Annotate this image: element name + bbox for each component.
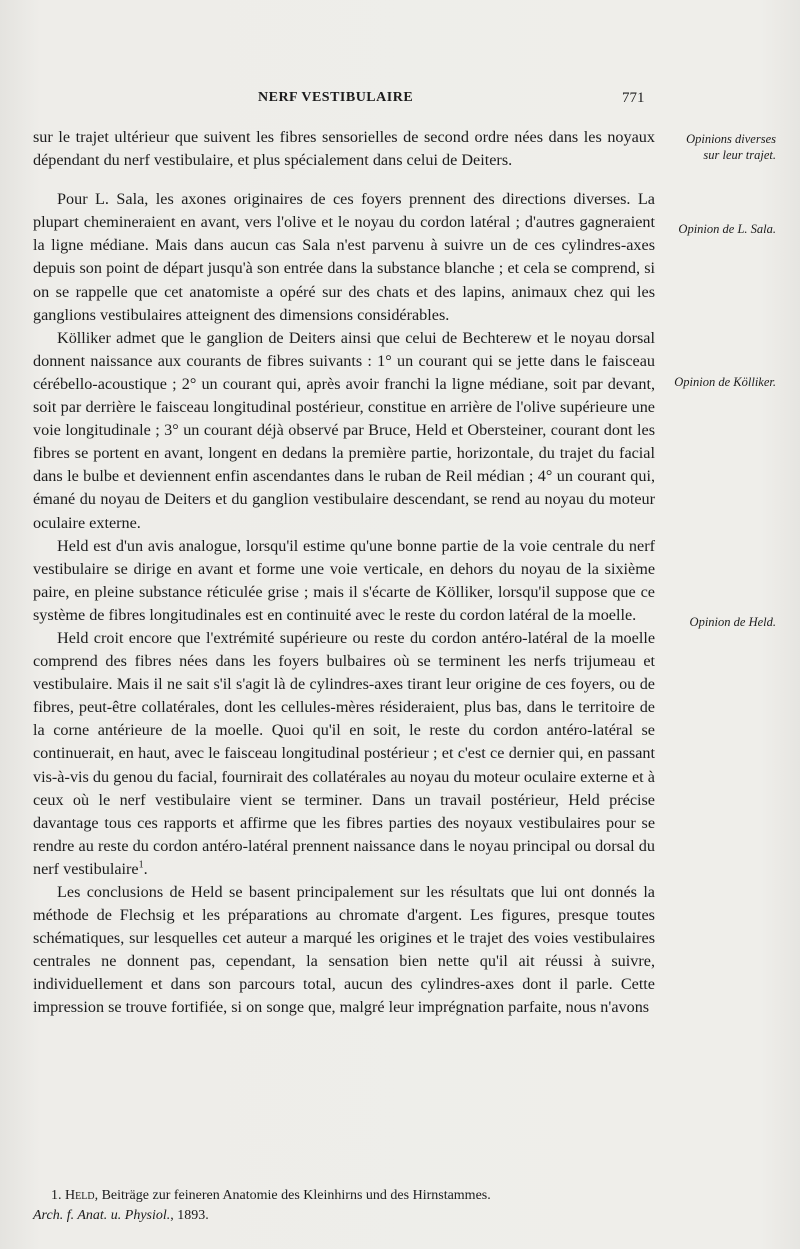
paragraph-held-continued-text: Held croit encore que l'extrémité supérieure ou reste du cordon antéro-latéral de la moelle comprend des fibres nées dans les foyers bulbaires où se terminent les nerfs trijumeau et vestibulaire. Mais il ne sait s'il s'agit là de cylindres-axes tirant leur origine de ces foyers, ou de fibres, peut-être collatérales, dont les cellules-mères résideraient, plus bas, dans le territoire de la corne antérieure de la moelle. Quoi qu'il en soit, le reste du cordon antéro-latéral se continuerait, en haut, avec le faisceau longitudinal postérieur ; et c'est ce dernier qui, en passant vis-à-vis du genou du facial, fournirait des collatérales au noyau du moteur oculaire externe et à ceux où le nerf vestibulaire vient se terminer. Dans un travail postérieur, Held précise davantage tous ces rapports et affirme que les fibres parties des noyaux vestibulaires pour se rendre au reste du cordon antéro-latéral prennent naissance dans le noyau principal ou dorsal du nerf vestibulaire (33, 628, 655, 878)
paragraph-held-continued-end: . (143, 859, 148, 878)
sidenote-opinions-diverses: Opinions diverses sur leur trajet. (686, 132, 776, 162)
footnote-title: , Beiträge zur feineren Anatomie des Kleinhirns und des Hirnstammes. (94, 1188, 491, 1203)
footnote-line (33, 1186, 655, 1206)
paragraph-held-continued (33, 627, 655, 881)
sidenote-opinion-kolliker: Opinion de Kölliker. (674, 375, 776, 389)
running-head (0, 90, 800, 110)
footnote-journal: Arch. f. Anat. u. Physiol. (33, 1208, 171, 1223)
footnote-year: , 1893. (170, 1208, 209, 1223)
sidenote-opinion-held: Opinion de Held. (689, 615, 776, 629)
footnote (33, 1186, 655, 1226)
paragraph-held: Held est d'un avis analogue, lorsqu'il estime qu'une bonne partie de la voie centrale du nerf vestibulaire se dirige en avant et forme une voie verticale, en dehors du noyau de la sixième paire, en pleine substance réticulée grise ; mais il s'écarte de Kölliker, lorsqu'il suppose que ce système de fibres longitudinales est en continuité avec le reste du cordon latéral de la moelle. (33, 536, 655, 624)
footnote-number: 1. (51, 1188, 62, 1203)
running-title: NERF VESTIBULAIRE (258, 90, 414, 105)
paragraph-kolliker: Kölliker admet que le ganglion de Deiters ainsi que celui de Bechterew et le noyau dorsal donnent naissance aux courants de fibres suivants : 1° un courant qui se jette dans le faisceau cérébello-acoustique ; 2° un courant qui, après avoir franchi la ligne médiane, soit par devant, soit par derrière le faisceau longitudinal postérieur, constitue en arrière de l'olive supérieure une voie longitudinale ; 3° un courant déjà observé par Bruce, Held et Obersteiner, courant dont les fibres se portent en avant, longent en dedans la première partie, horizontale, du trajet du facial dans le bulbe et deviennent enfin ascendantes dans le ruban de Reil médian ; 4° un courant qui, émané du noyau de Deiters et du ganglion vestibulaire descendant, se rend au noyau du moteur oculaire externe. (33, 328, 655, 532)
footnote-marker: 1 (138, 859, 144, 871)
footnote-author: Held (65, 1188, 95, 1203)
sidenote-opinion-sala: Opinion de L. Sala. (678, 222, 776, 236)
paragraph-sala: Pour L. Sala, les axones originaires de ces foyers prennent des directions diverses. La plupart chemineraient en avant, vers l'olive et le noyau du cordon latéral ; d'autres gagneraient la ligne médiane. Mais dans aucun cas Sala n'est parvenu à suivre un de ces cylindres-axes depuis son point de départ jusqu'à son entrée dans la substance blanche ; et cela se comprend, si on se rappelle que cet anatomiste a opéré sur des chats et des lapins, animaux chez qui les ganglions vestibulaires atteignent des dimensions considérables. (33, 190, 655, 324)
paragraph-continuation: sur le trajet ultérieur que suivent les fibres sensorielles de second ordre nées dans les noyaux dépendant du nerf vestibulaire, et plus spécialement dans celui de Deiters. (33, 128, 655, 170)
page-number: 771 (622, 90, 645, 106)
paragraph-conclusions: Les conclusions de Held se basent principalement sur les résultats que lui ont donnés la méthode de Flechsig et les préparations au chromate d'argent. Les figures, presque toutes schématiques, sur lesquelles cet auteur a marqué les origines et le trajet des voies vestibulaires centrales ne donnent pas, cependant, la sensation bien nette qu'il ait réussi à suivre, individuellement et dans son parcours total, aucun des cylindres-axes dont il parle. Cette impression se trouve fortifiée, si on songe que, malgré leur imprégnation parfaite, nous n'avons (33, 883, 655, 1017)
body-text (33, 126, 655, 1020)
